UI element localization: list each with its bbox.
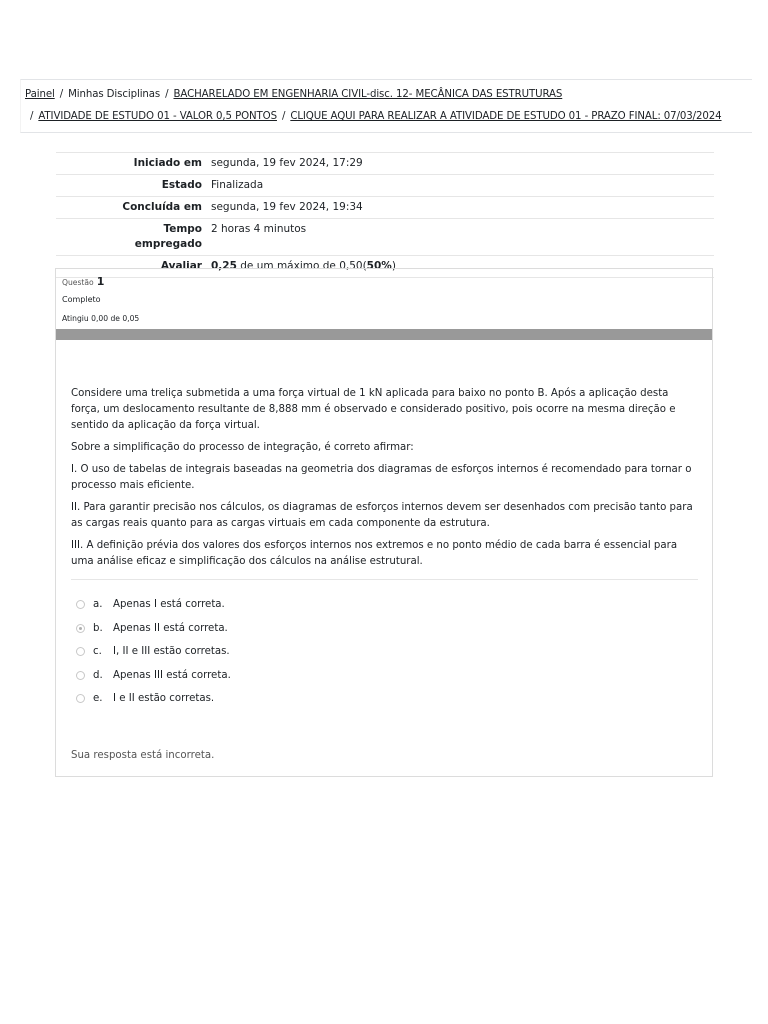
summary-value: 2 horas 4 minutos (211, 223, 307, 235)
radio-button[interactable] (76, 671, 85, 680)
option-text: Apenas III está correta. (113, 669, 231, 681)
question-paragraph: I. O uso de tabelas de integrais baseadas na geometria dos diagramas de esforços internos é recomendado para tornar o processo mais eficiente. (71, 464, 692, 491)
option-letter: a. (93, 599, 103, 610)
question-number-value: 1 (96, 275, 105, 288)
option-text: Apenas I está correta. (113, 599, 225, 610)
summary-row-state (56, 175, 714, 197)
question-number (62, 275, 104, 288)
question-paragraph: Considere uma treliça submetida a uma força virtual de 1 kN aplicada para baixo no ponto B. Após a aplicação desta força, um deslocamento resultante de 8,888 mm é observado e considerado positivo, pois ocorre na mesma direção e sentido da aplicação da força virtual. (71, 388, 676, 431)
breadcrumb (20, 79, 752, 133)
breadcrumb-line-1 (25, 89, 562, 100)
breadcrumb-item-minhas-disciplinas: Minhas Disciplinas (68, 89, 161, 100)
option-letter: c. (93, 646, 102, 657)
summary-value: segunda, 19 fev 2024, 19:34 (211, 201, 363, 213)
question-state: Completo (62, 295, 101, 304)
breadcrumb-separator: / (281, 111, 286, 122)
option-letter: d. (93, 669, 103, 681)
grade-text: de um máximo de 0,50( (240, 260, 367, 272)
option-letter: e. (93, 693, 103, 704)
breadcrumb-separator: / (30, 111, 34, 122)
question-paragraph: II. Para garantir precisão nos cálculos, os diagramas de esforços internos devem ser desenhados com precisão tanto para as cargas reais quanto para as cargas virtuais em cada componente da estrutura. (71, 502, 693, 529)
question-label: Questão (62, 278, 94, 287)
summary-value: segunda, 19 fev 2024, 17:29 (211, 157, 363, 169)
option-letter: b. (93, 622, 103, 634)
summary-label: Tempo empregado (134, 223, 202, 250)
breadcrumb-link-painel[interactable]: Painel (25, 89, 55, 100)
breadcrumb-line-2 (30, 111, 722, 122)
answer-divider (71, 579, 698, 580)
question-paragraph: III. A definição prévia dos valores dos esforços internos nos extremos e no ponto médio de cada barra é essencial para uma análise eficaz e simplificação dos cálculos na análise estrutural. (71, 540, 678, 567)
answer-feedback: Sua resposta está incorreta. (71, 750, 215, 761)
summary-label: Iniciado em (133, 157, 202, 169)
breadcrumb-link-quiz[interactable]: CLIQUE AQUI PARA REALIZAR A ATIVIDADE DE ESTUDO 01 - PRAZO FINAL: 07/03/2024 (290, 111, 722, 122)
radio-button[interactable] (76, 600, 85, 609)
breadcrumb-separator: / (165, 89, 169, 100)
grade-percent: 50% (366, 260, 392, 272)
summary-label: Concluída em (122, 201, 202, 213)
summary-label: Avaliar (160, 260, 202, 272)
summary-row-started (56, 153, 714, 175)
attempt-summary-table (56, 152, 714, 278)
grade-score: 0,25 (211, 260, 237, 272)
question-paragraph: Sobre a simplificação do processo de integração, é correto afirmar: (71, 442, 414, 453)
breadcrumb-link-activity[interactable]: ATIVIDADE DE ESTUDO 01 - VALOR 0,5 PONTOS (38, 111, 277, 122)
breadcrumb-link-course[interactable]: BACHARELADO EM ENGENHARIA CIVIL-disc. 12- MECÂNICA DAS ESTRUTURAS (173, 89, 563, 100)
question-divider-bar (56, 329, 712, 340)
summary-row-time (56, 219, 714, 256)
summary-row-completed (56, 197, 714, 219)
summary-value: Finalizada (211, 179, 264, 191)
option-text: I, II e III estão corretas. (113, 646, 230, 657)
summary-label: Estado (161, 179, 202, 191)
question-text (71, 386, 696, 576)
radio-button[interactable] (76, 647, 85, 656)
question-box (55, 268, 713, 777)
question-grade: Atingiu 0,00 de 0,05 (62, 314, 140, 323)
option-text: I e II estão corretas. (113, 693, 215, 704)
breadcrumb-separator: / (59, 89, 64, 100)
radio-button[interactable] (76, 694, 85, 703)
option-text: Apenas II está correta. (113, 622, 228, 634)
grade-close: ) (391, 260, 396, 272)
radio-button-selected[interactable] (76, 624, 85, 633)
